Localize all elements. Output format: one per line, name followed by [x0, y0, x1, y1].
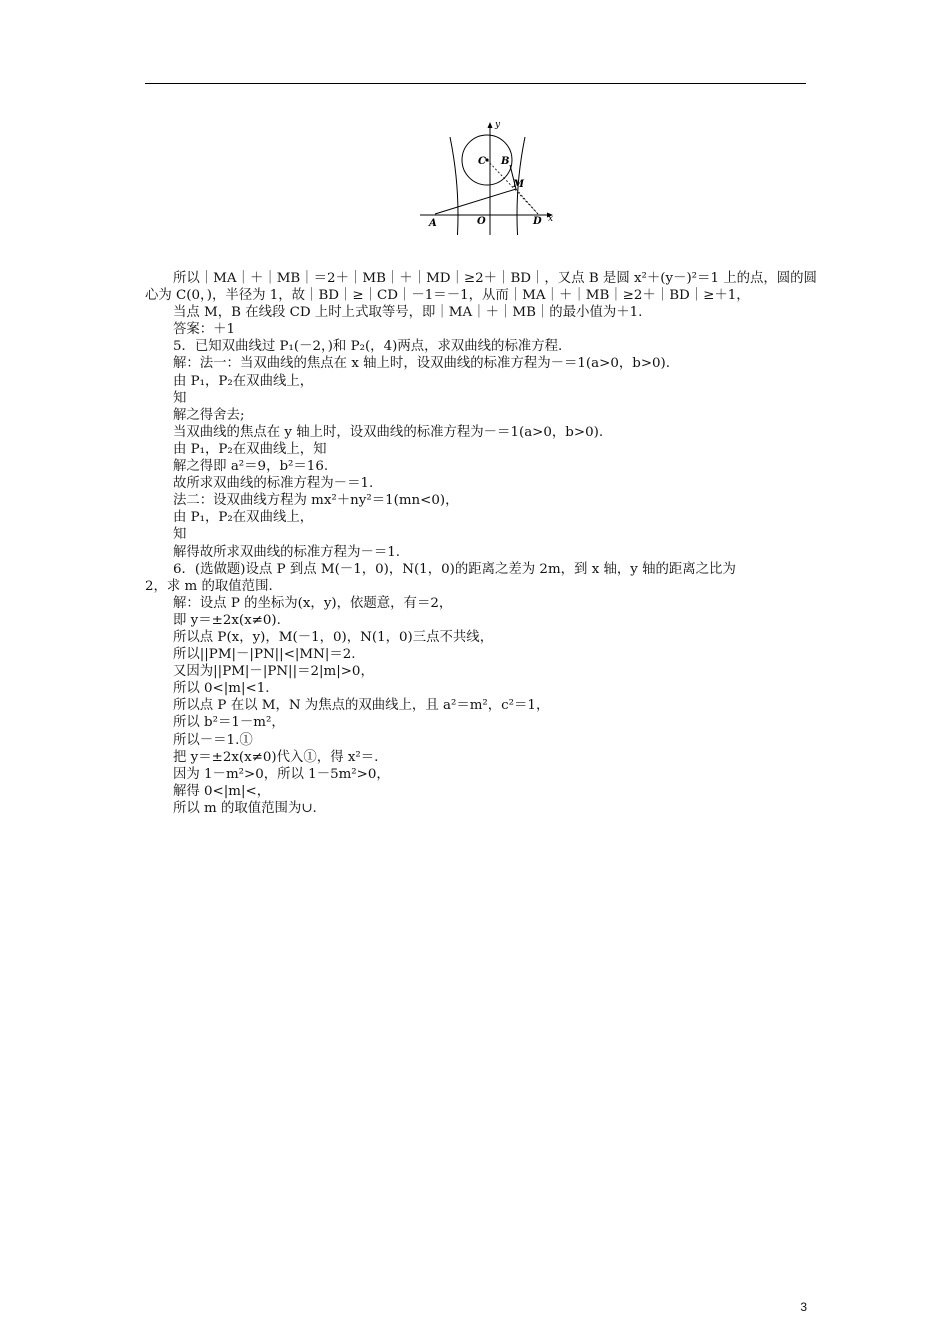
document-body [145, 270, 817, 817]
hyperbola-left-branch [450, 137, 458, 235]
label-a: A [429, 218, 437, 229]
label-b: B [501, 156, 510, 167]
text-line: 所以 0<|m|<1. [173, 681, 270, 697]
text-line: 解：设点 P 的坐标为(x，y)，依题意，有＝2， [173, 595, 453, 611]
text-line: 知 [173, 527, 187, 543]
hyperbola-circle-figure [420, 115, 560, 235]
y-axis-arrow-icon [488, 122, 493, 128]
text-line: 6．(选做题)设点 P 到点 M(－1，0)，N(1，0)的距离之差为 2m，到 x 轴，y 轴的距离之比为 [173, 561, 736, 577]
text-line: 解得 0<|m|<， [173, 783, 271, 799]
header-rule [145, 83, 806, 84]
text-line: 由 P₁，P₂在双曲线上， [173, 373, 314, 389]
text-line: 所以 m 的取值范围为∪. [173, 800, 317, 816]
text-line: 由 P₁，P₂在双曲线上， [173, 510, 314, 526]
text-line: 解之得舍去; [173, 407, 245, 423]
text-line: 解之得即 a²＝9，b²＝16. [173, 459, 329, 475]
segment-am [435, 189, 516, 214]
label-o: O [477, 216, 486, 227]
text-line: 当点 M，B 在线段 CD 上时上式取等号，即｜MA｜＋｜MB｜的最小值为＋1. [173, 305, 643, 321]
text-line: 又因为||PM|－|PN||＝2|m|>0， [173, 664, 374, 680]
label-d: D [533, 216, 542, 227]
text-line: 5．已知双曲线过 P₁(－2，)和 P₂(，4)两点，求双曲线的标准方程. [173, 339, 563, 355]
text-line: 所以点 P(x，y)，M(－1，0)，N(1，0)三点不共线， [173, 629, 494, 645]
text-line: 当双曲线的焦点在 y 轴上时，设双曲线的标准方程为－＝1(a>0，b>0). [173, 424, 604, 440]
text-line: 把 y＝±2x(x≠0)代入①，得 x²＝. [173, 749, 379, 765]
text-line: 所以－＝1.① [173, 732, 253, 748]
text-line: 即 y＝±2x(x≠0). [173, 612, 281, 628]
text-line: 答案：＋1 [173, 322, 236, 338]
text-line: 心为 C(0，)，半径为 1，故｜BD｜≥｜CD｜－1＝－1，从而｜MA｜＋｜MB｜≥2＋｜BD｜≥＋1， [145, 288, 750, 304]
text-line: 知 [173, 390, 187, 406]
text-line: 解得故所求双曲线的标准方程为－＝1. [173, 544, 401, 560]
label-m: M [513, 179, 525, 190]
page-number: 3 [800, 1300, 807, 1314]
text-line: 所以 b²＝1－m²， [173, 715, 285, 731]
text-line: 故所求双曲线的标准方程为－＝1. [173, 476, 374, 492]
label-x: x [548, 214, 554, 224]
text-line: 所以||PM|－|PN||<|MN|＝2. [173, 647, 356, 663]
text-line: 解：法一：当双曲线的焦点在 x 轴上时，设双曲线的标准方程为－＝1(a>0，b>0). [173, 356, 671, 372]
label-y: y [495, 120, 501, 130]
text-line: 所以｜MA｜＋｜MB｜＝2＋｜MB｜＋｜MD｜≥2＋｜BD｜，又点 B 是圆 x²＋(y－)²＝1 上的点，圆的圆 [173, 271, 817, 286]
text-line: 因为 1－m²>0，所以 1－5m²>0， [173, 766, 390, 782]
text-line: 所以点 P 在以 M，N 为焦点的双曲线上，且 a²＝m²，c²＝1， [173, 698, 550, 714]
text-line: 法二：设双曲线方程为 mx²＋ny²＝1(mn<0)， [173, 493, 459, 509]
text-line: 由 P₁，P₂在双曲线上，知 [173, 441, 327, 457]
text-line: 2，求 m 的取值范围. [145, 578, 273, 594]
label-c: C [478, 156, 486, 167]
